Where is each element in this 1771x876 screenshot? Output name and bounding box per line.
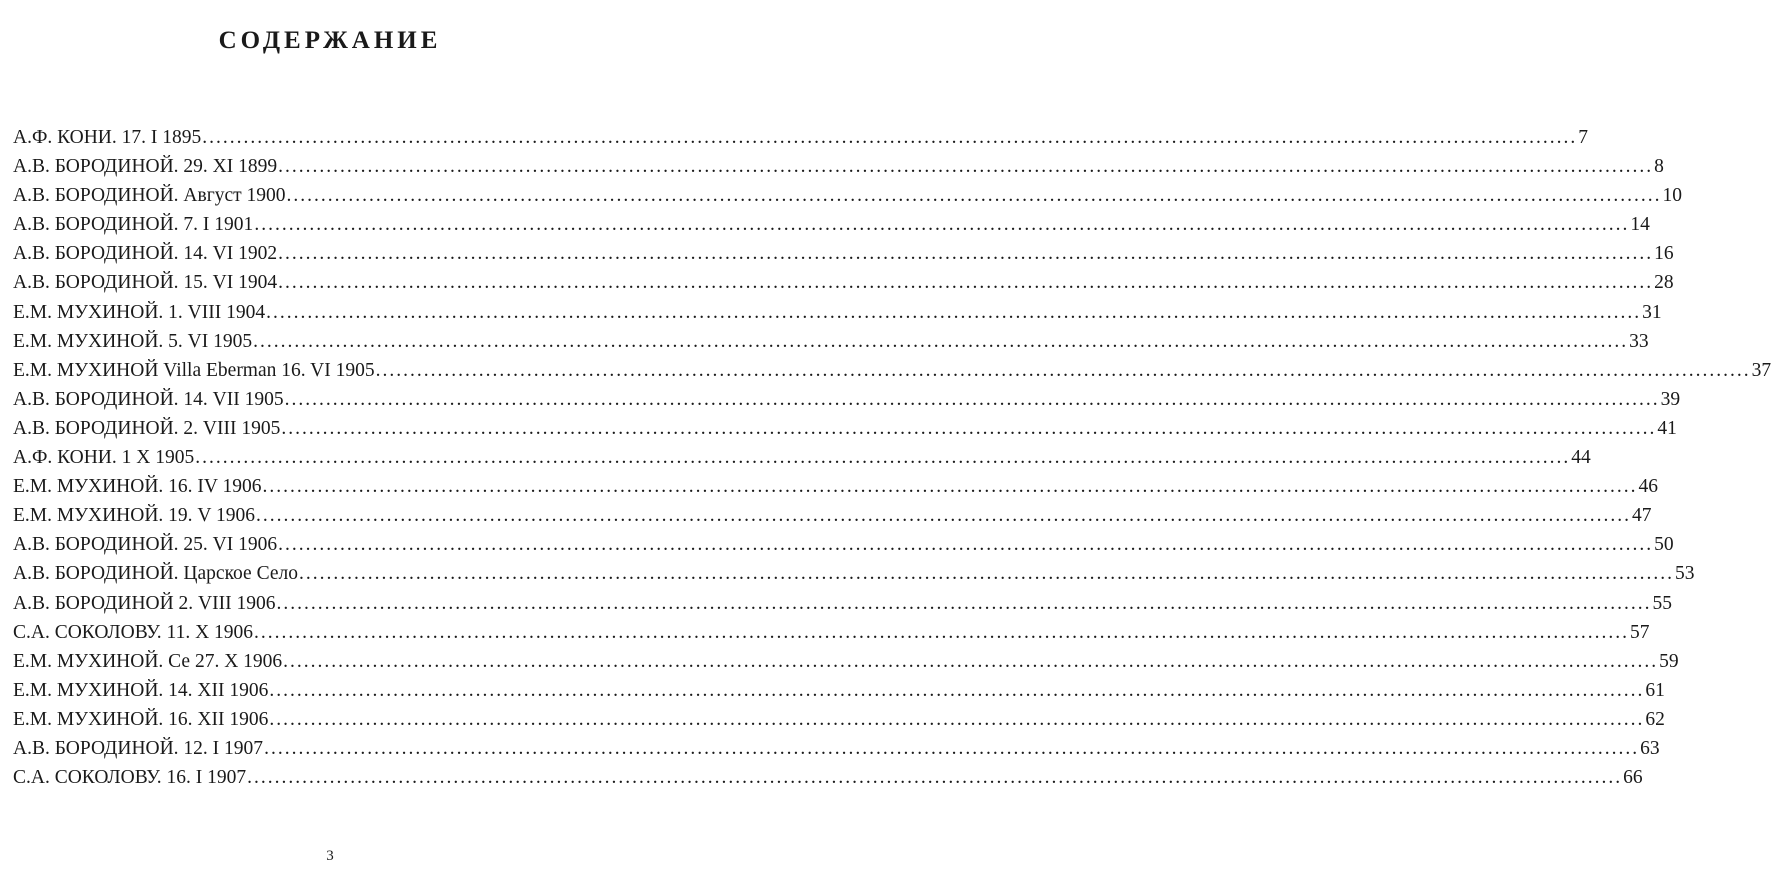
dot-leader: ........................................................................................................................................................................................................ bbox=[278, 156, 1654, 178]
toc-entry-title: Е.М. МУХИНОЙ. 19. V 1906 bbox=[13, 505, 256, 527]
toc-entry-title: Е.М. МУХИНОЙ Villa Eberman 16. VI 1905 bbox=[13, 359, 375, 381]
dot-leader: ........................................................................................................................................................................................................ bbox=[278, 272, 1654, 294]
toc-entry bbox=[13, 505, 1652, 534]
dot-leader: ........................................................................................................................................................................................................ bbox=[254, 621, 1630, 643]
toc-entry-title: А.Ф. КОНИ. 1 X 1905 bbox=[13, 447, 195, 469]
toc-entry-page: 61 bbox=[1645, 679, 1665, 701]
toc-entry bbox=[13, 359, 1771, 389]
dot-leader: ........................................................................................................................................................................................................ bbox=[281, 417, 1657, 439]
dot-leader: ........................................................................................................................................................................................................ bbox=[278, 534, 1654, 556]
toc-entry-page: 66 bbox=[1623, 767, 1643, 789]
dot-leader: ........................................................................................................................................................................................................ bbox=[278, 243, 1654, 265]
toc-entry-title: А.Ф. КОНИ. 17. I 1895 bbox=[13, 127, 202, 148]
page-number: 3 bbox=[326, 848, 334, 864]
dot-leader: ........................................................................................................................................................................................................ bbox=[269, 679, 1645, 701]
toc-entry bbox=[13, 301, 1662, 331]
dot-leader: ........................................................................................................................................................................................................ bbox=[284, 388, 1660, 410]
toc-entry-page: 10 bbox=[1662, 185, 1683, 207]
toc-entry bbox=[13, 388, 1681, 418]
dot-leader: ........................................................................................................................................................................................................ bbox=[256, 505, 1632, 527]
dot-leader: ........................................................................................................................................................................................................ bbox=[283, 650, 1659, 672]
toc-entry-page: 44 bbox=[1571, 447, 1591, 469]
toc-entry bbox=[13, 272, 1674, 301]
dot-leader: ........................................................................................................................................................................................................ bbox=[264, 737, 1640, 759]
toc-entry-title: Е.М. МУХИНОЙ. Се 27. X 1906 bbox=[13, 650, 283, 672]
dot-leader: ........................................................................................................................................................................................................ bbox=[298, 563, 1674, 585]
toc-entry-page: 37 bbox=[1751, 359, 1771, 381]
toc-entry-page: 41 bbox=[1657, 417, 1677, 439]
toc-entry bbox=[13, 621, 1650, 651]
toc-entry bbox=[13, 185, 1683, 214]
toc-entry bbox=[13, 330, 1649, 360]
page-title: СОДЕРЖАНИЕ bbox=[218, 26, 442, 54]
toc-entry-page: 16 bbox=[1654, 243, 1674, 265]
toc-entry bbox=[13, 592, 1672, 622]
toc-entry bbox=[13, 447, 1591, 476]
toc-entry-title: А.В. БОРОДИНОЙ. 15. VI 1904 bbox=[13, 272, 278, 294]
toc-entry bbox=[13, 243, 1674, 272]
dot-leader: ........................................................................................................................................................................................................ bbox=[276, 592, 1652, 614]
toc-entry bbox=[13, 534, 1674, 563]
toc-entry-title: А.В. БОРОДИНОЙ. 12. I 1907 bbox=[13, 737, 264, 759]
toc-entry-page: 28 bbox=[1654, 272, 1674, 294]
toc-entry-title: А.В. БОРОДИНОЙ. 29. XI 1899 bbox=[13, 156, 278, 178]
toc-entry-title: С.А. СОКОЛОВУ. 11. X 1906 bbox=[13, 621, 254, 643]
dot-leader: ........................................................................................................................................................................................................ bbox=[247, 767, 1623, 789]
dot-leader: ........................................................................................................................................................................................................ bbox=[202, 127, 1578, 148]
toc-entry bbox=[13, 476, 1659, 505]
toc-entry-page: 39 bbox=[1660, 388, 1681, 410]
toc-entry-title: А.В. БОРОДИНОЙ. Царское Село bbox=[13, 563, 298, 585]
toc-entry-page: 57 bbox=[1630, 621, 1650, 643]
toc-entry bbox=[13, 650, 1679, 680]
toc-entry-page: 62 bbox=[1645, 708, 1665, 730]
toc-entry-page: 55 bbox=[1652, 592, 1672, 614]
toc-entry-page: 7 bbox=[1578, 127, 1588, 148]
toc-entry-title: А.В. БОРОДИНОЙ. 14. VI 1902 bbox=[13, 243, 278, 265]
toc-entry-page: 33 bbox=[1629, 330, 1649, 352]
dot-leader: ........................................................................................................................................................................................................ bbox=[195, 447, 1571, 469]
toc-entry bbox=[13, 563, 1695, 592]
toc-entry bbox=[13, 679, 1665, 709]
toc-entry-title: С.А. СОКОЛОВУ. 16. I 1907 bbox=[13, 767, 247, 789]
toc-entry-page: 46 bbox=[1638, 476, 1659, 498]
toc-entry bbox=[13, 127, 1588, 156]
dot-leader: ........................................................................................................................................................................................................ bbox=[254, 214, 1630, 236]
table-of-contents bbox=[13, 127, 1771, 796]
toc-entry-page: 59 bbox=[1659, 650, 1679, 672]
toc-entry bbox=[13, 708, 1665, 738]
toc-entry bbox=[13, 156, 1664, 185]
toc-entry-title: А.В. БОРОДИНОЙ. 25. VI 1906 bbox=[13, 534, 278, 556]
toc-entry-page: 47 bbox=[1632, 505, 1652, 527]
toc-entry-title: А.В. БОРОДИНОЙ. 14. VII 1905 bbox=[13, 388, 284, 410]
toc-entry-title: А.В. БОРОДИНОЙ. Август 1900 bbox=[13, 185, 286, 207]
dot-leader: ........................................................................................................................................................................................................ bbox=[253, 330, 1629, 352]
toc-entry-page: 14 bbox=[1630, 214, 1650, 236]
toc-entry-title: Е.М. МУХИНОЙ. 16. IV 1906 bbox=[13, 476, 262, 498]
toc-entry-title: Е.М. МУХИНОЙ. 1. VIII 1904 bbox=[13, 301, 266, 323]
dot-leader: ........................................................................................................................................................................................................ bbox=[286, 185, 1662, 207]
toc-entry-page: 50 bbox=[1654, 534, 1674, 556]
dot-leader: ........................................................................................................................................................................................................ bbox=[262, 476, 1638, 498]
dot-leader: ........................................................................................................................................................................................................ bbox=[269, 708, 1645, 730]
toc-entry-page: 8 bbox=[1654, 156, 1664, 178]
toc-entry-page: 31 bbox=[1642, 301, 1662, 323]
toc-entry-title: А.В. БОРОДИНОЙ. 7. I 1901 bbox=[13, 214, 254, 236]
toc-entry-title: Е.М. МУХИНОЙ. 5. VI 1905 bbox=[13, 330, 253, 352]
toc-entry bbox=[13, 737, 1660, 767]
toc-entry bbox=[13, 214, 1650, 243]
dot-leader: ........................................................................................................................................................................................................ bbox=[266, 301, 1642, 323]
dot-leader: ........................................................................................................................................................................................................ bbox=[375, 359, 1751, 381]
toc-entry-title: А.В. БОРОДИНОЙ 2. VIII 1906 bbox=[13, 592, 276, 614]
toc-entry bbox=[13, 417, 1677, 447]
toc-entry-title: Е.М. МУХИНОЙ. 14. XII 1906 bbox=[13, 679, 269, 701]
toc-entry-page: 63 bbox=[1640, 737, 1660, 759]
toc-entry-title: Е.М. МУХИНОЙ. 16. XII 1906 bbox=[13, 708, 269, 730]
toc-entry bbox=[13, 767, 1643, 796]
toc-entry-page: 53 bbox=[1674, 563, 1695, 585]
toc-entry-title: А.В. БОРОДИНОЙ. 2. VIII 1905 bbox=[13, 417, 281, 439]
